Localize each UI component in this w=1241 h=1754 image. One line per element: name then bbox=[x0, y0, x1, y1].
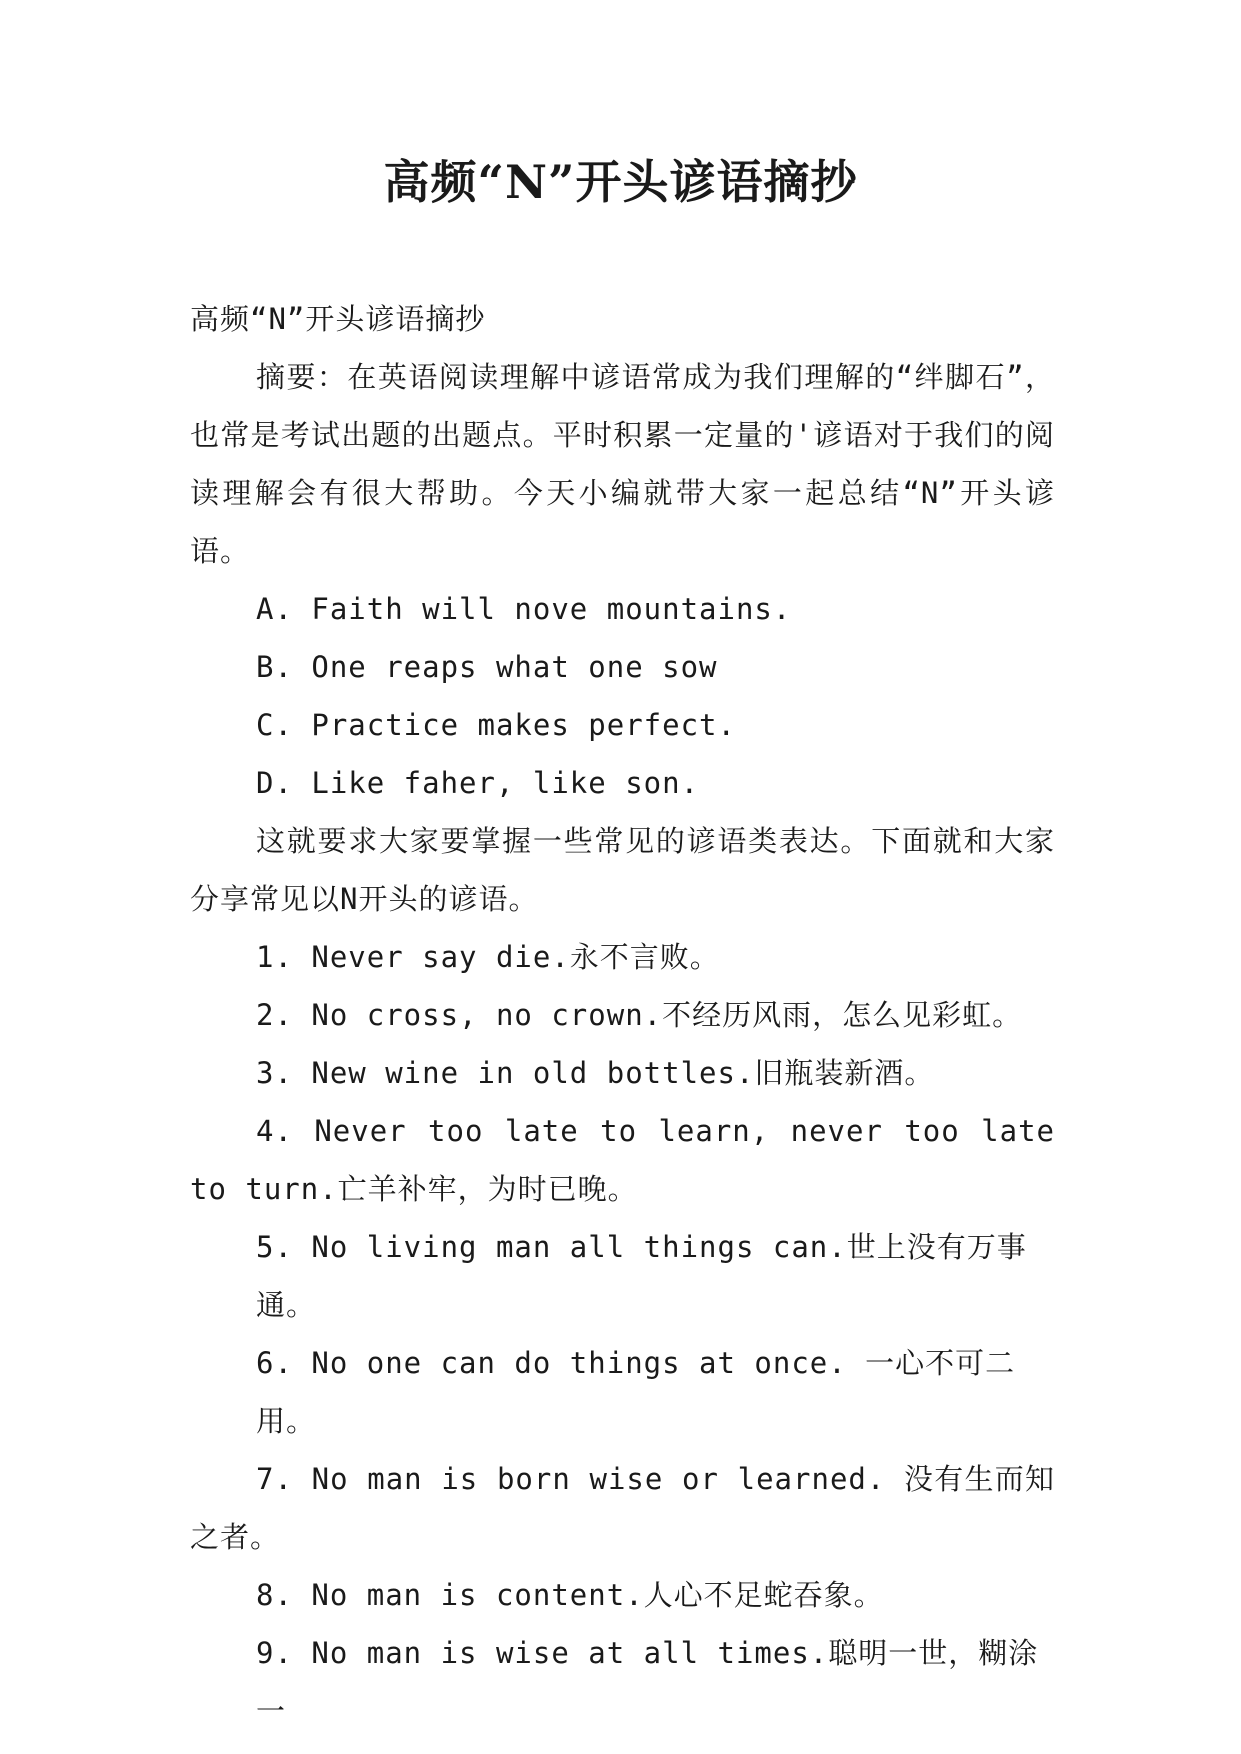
proverb-item: 5. No living man all things can.世上没有万事通。 bbox=[256, 1230, 1027, 1322]
document-title: 高频“N”开头谚语摘抄 bbox=[383, 155, 858, 209]
document-subtitle: 高频“N”开头谚语摘抄 bbox=[190, 302, 486, 336]
intro-paragraph: 这就要求大家要掌握一些常见的谚语类表达。下面就和大家分享常见以N开头的谚语。 bbox=[190, 824, 1055, 916]
option-d: D. Like faher, like son. bbox=[256, 766, 700, 800]
option-b: B. One reaps what one sow bbox=[256, 650, 718, 684]
proverb-item: 4. Never too late to learn, never too late to turn.亡羊补牢，为时已晚。 bbox=[190, 1114, 1055, 1206]
proverb-item: 3. New wine in old bottles.旧瓶装新酒。 bbox=[256, 1056, 935, 1090]
option-a: A. Faith will nove mountains. bbox=[256, 592, 792, 626]
proverb-item: 1. Never say die.永不言败。 bbox=[256, 940, 720, 974]
document-body bbox=[190, 290, 1055, 1740]
proverb-item: 2. No cross, no crown.不经历风雨，怎么见彩虹。 bbox=[256, 998, 1023, 1032]
proverb-item: 9. No man is wise at all times.聪明一世，糊涂一 bbox=[256, 1636, 1039, 1728]
proverb-item: 7. No man is born wise or learned. 没有生而知之者。 bbox=[190, 1462, 1055, 1554]
abstract-paragraph: 摘要：在英语阅读理解中谚语常成为我们理解的“绊脚石”，也常是考试出题的出题点。平时积累一定量的'谚语对于我们的阅读理解会有很大帮助。今天小编就带大家一起总结“N”开头谚语。 bbox=[190, 360, 1055, 568]
proverb-item: 8. No man is content.人心不足蛇吞象。 bbox=[256, 1578, 884, 1612]
proverb-item: 6. No one can do things at once. 一心不可二用。 bbox=[256, 1346, 1016, 1438]
option-c: C. Practice makes perfect. bbox=[256, 708, 736, 742]
